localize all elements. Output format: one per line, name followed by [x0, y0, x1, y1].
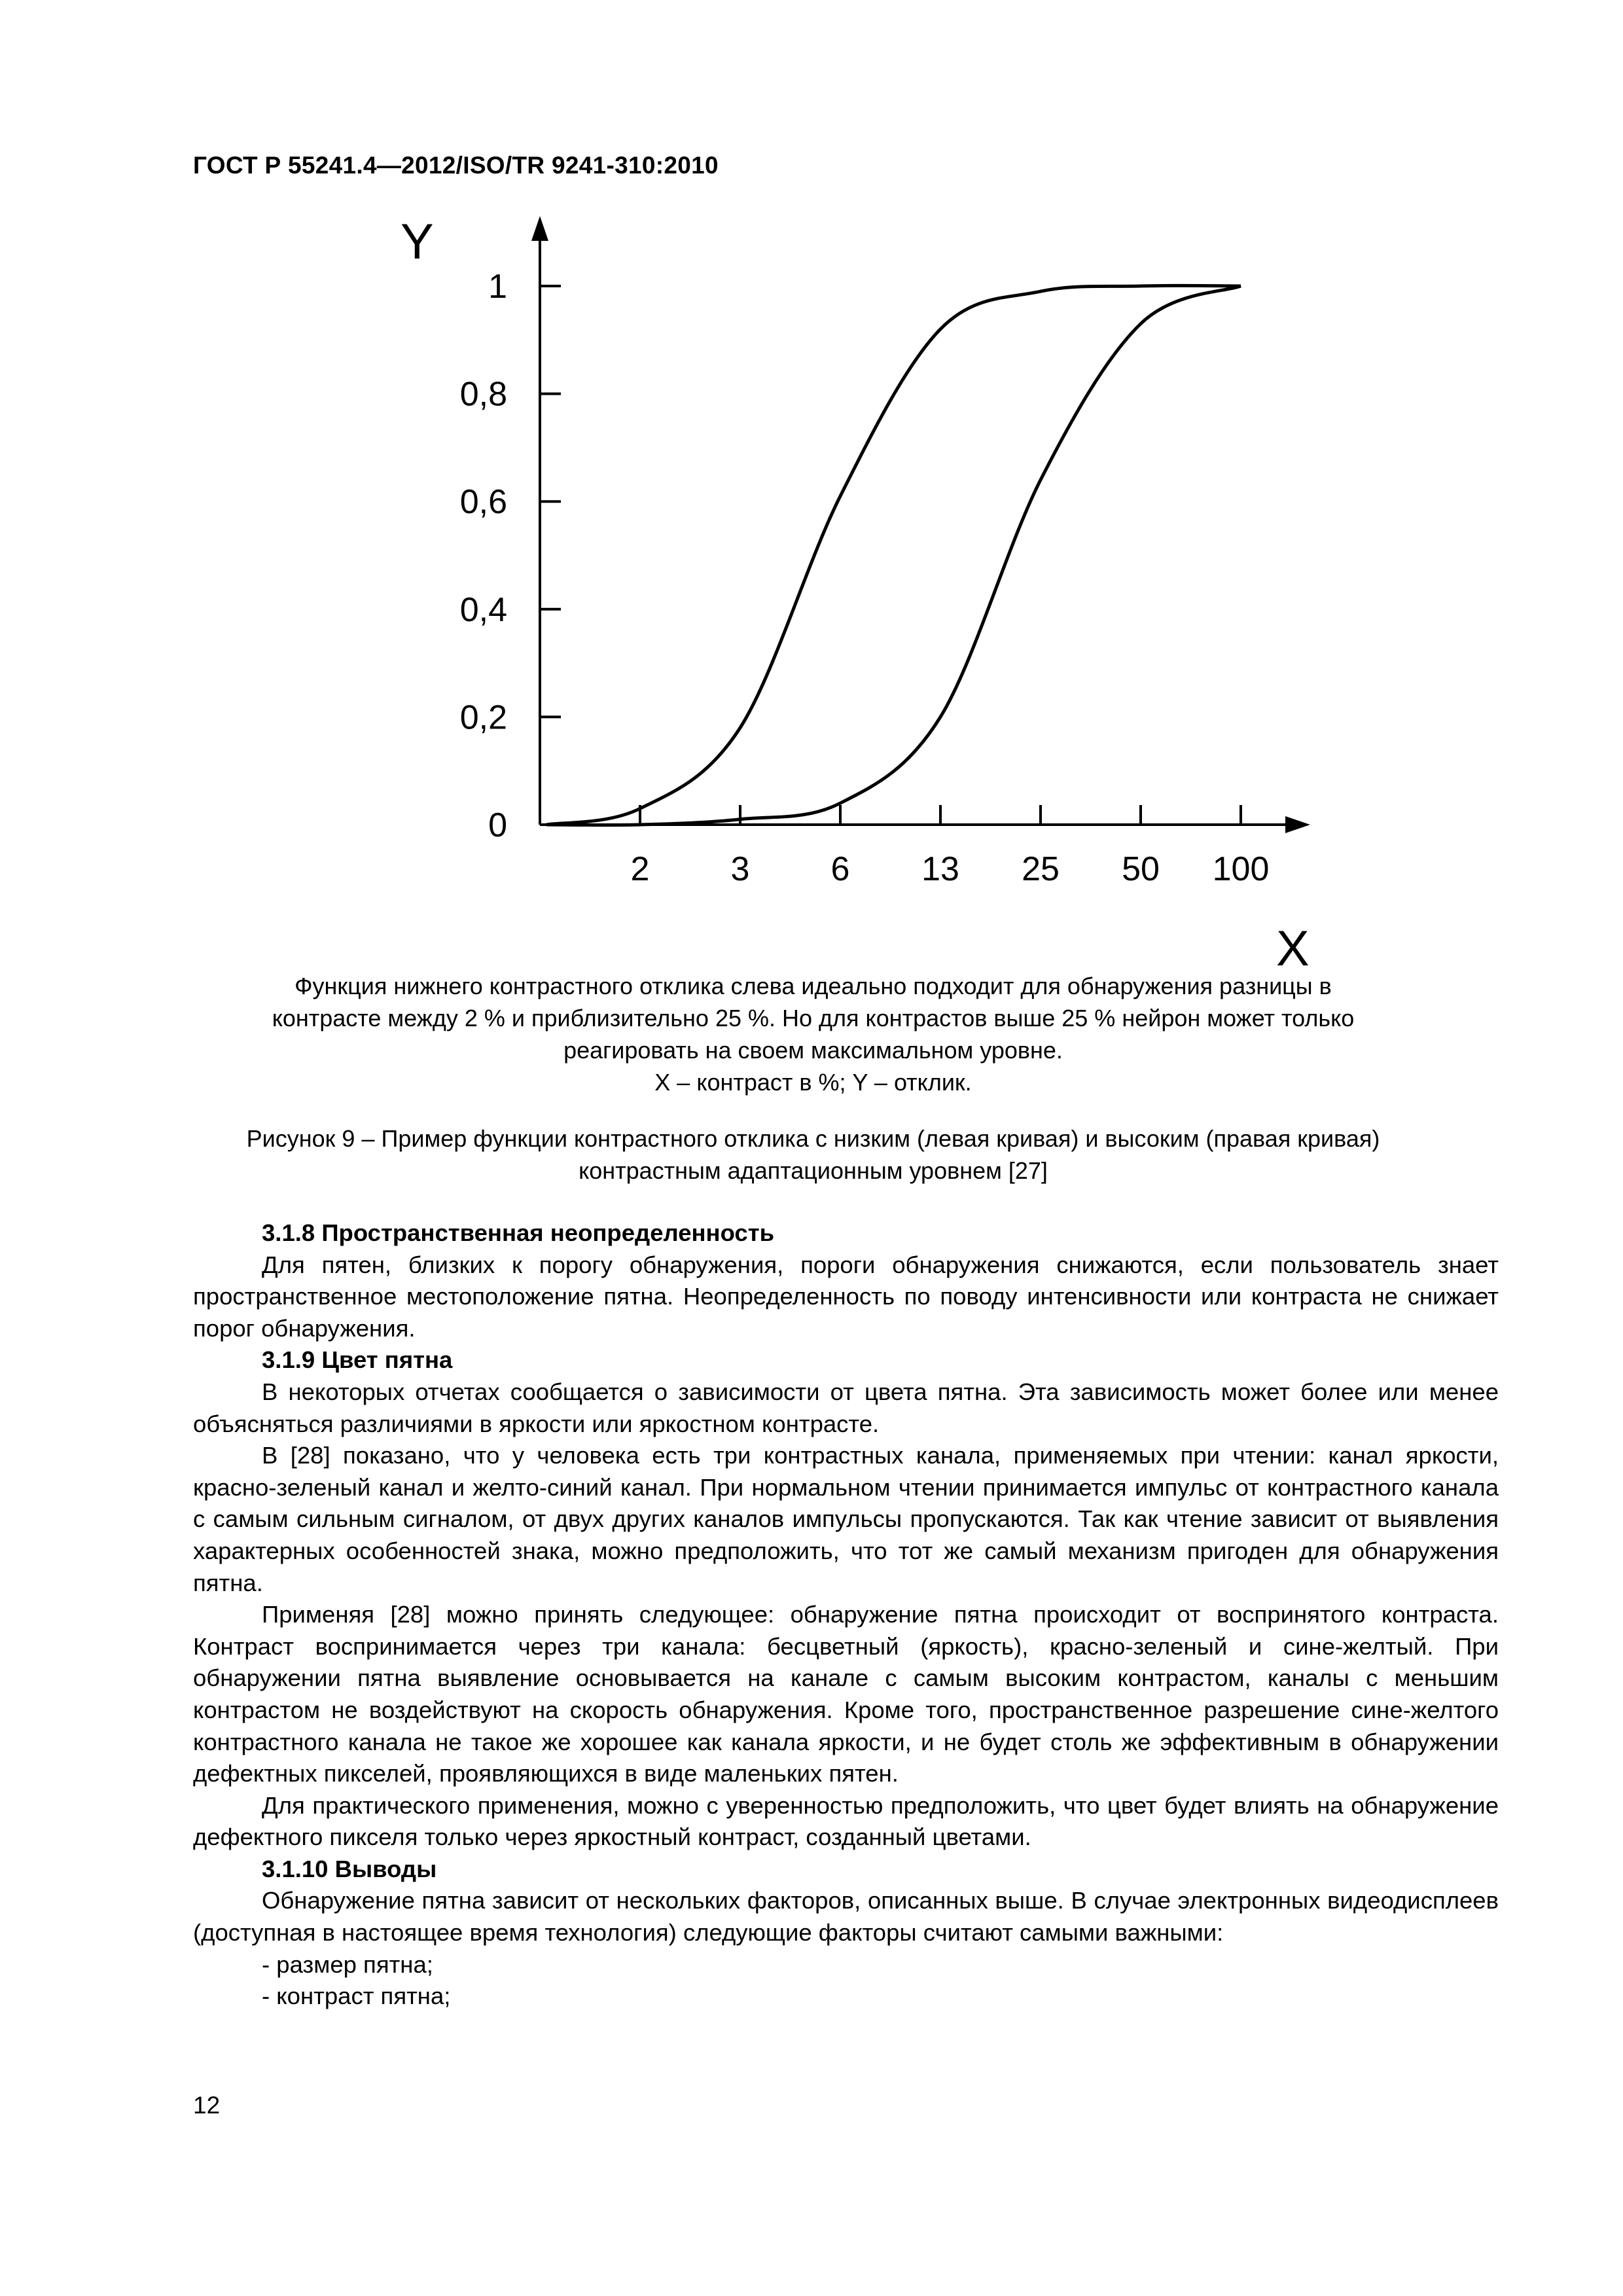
- x-axis-arrow: [1285, 816, 1310, 833]
- contrast-response-chart: [366, 209, 1322, 982]
- x-ticks: [631, 805, 1270, 888]
- document-header: ГОСТ Р 55241.4—2012/ISO/TR 9241-310:2010: [193, 152, 719, 179]
- y-tick-label: 1: [488, 268, 507, 306]
- y-tick-label: 0: [488, 806, 507, 844]
- paragraph: В некоторых отчетах сообщается о зависимости от цвета пятна. Эта зависимость может более или менее объясняться различиями в яркости или яркостном контрасте.: [193, 1378, 1499, 1437]
- section-heading-3-1-10: 3.1.10 Выводы: [262, 1855, 437, 1882]
- figure-description-line: Функция нижнего контрастного отклика слева идеально подходит для обнаружения разницы в: [294, 973, 1332, 999]
- x-tick-label: 13: [921, 850, 959, 888]
- x-tick-label: 6: [830, 850, 850, 888]
- y-tick-label: 0,4: [459, 590, 507, 629]
- response-curves: [546, 285, 1241, 825]
- x-tick-label: 100: [1212, 850, 1270, 888]
- x-tick-label: 50: [1122, 850, 1160, 888]
- low-adaptation-curve: [546, 285, 1241, 825]
- list-item: - размер пятна;: [262, 1950, 433, 1978]
- y-tick-label: 0,8: [459, 375, 507, 414]
- y-tick-label: 0,6: [459, 483, 507, 522]
- paragraph: Обнаружение пятна зависит от нескольких факторов, описанных выше. В случае электронных видеодисплеев (доступная в настоящее время технология) следующие факторы считают самыми важными:: [193, 1887, 1499, 1946]
- figure-legend-line: X – контраст в %; Y – отклик.: [654, 1069, 972, 1096]
- x-tick-label: 25: [1022, 850, 1060, 888]
- figure-caption-line: контрастным адаптационным уровнем [27]: [579, 1157, 1048, 1184]
- y-tick-label: 0,2: [459, 698, 507, 737]
- x-tick-label: 2: [630, 850, 650, 888]
- page-number: 12: [193, 2092, 221, 2119]
- y-ticks: [460, 268, 561, 844]
- y-axis-title: Y: [401, 214, 434, 270]
- figure-description: [193, 970, 1433, 1098]
- high-adaptation-curve: [546, 286, 1241, 825]
- paragraph: Для практического применения, можно с уверенностью предположить, что цвет будет влиять на обнаружение дефектного пикселя только через яркостный контраст, созданный цветами.: [193, 1791, 1499, 1851]
- x-axis-title: X: [1276, 921, 1310, 977]
- x-tick-label: 3: [730, 850, 750, 888]
- list-item: - контраст пятна;: [262, 1982, 451, 2010]
- document-body: [193, 1217, 1499, 2013]
- section-heading-3-1-9: 3.1.9 Цвет пятна: [262, 1346, 453, 1374]
- figure-caption-line: Рисунок 9 – Пример функции контрастного отклика с низким (левая кривая) и высоким (правая кривая): [246, 1125, 1380, 1152]
- figure-description-line: реагировать на своем максимальном уровне.: [563, 1037, 1063, 1064]
- paragraph: Применяя [28] можно принять следующее: обнаружение пятна происходит от воспринятого контраста. Контраст воспринимается через три канала: бесцветный (яркость), красно-зеленый и сине-желтый. При обнаружении пятна выявление основывается на канале с самым высоким контрастом, каналы с меньшим контрастом не воздействуют на скорость обнаружения. Кроме того, пространственное разрешение сине-желтого контрастного канала не такое же хорошее как канала яркости, и не будет столь же эффективным в обнаружении дефектных пикселей, проявляющихся в виде маленьких пятен.: [193, 1601, 1499, 1787]
- figure-caption: [193, 1122, 1433, 1187]
- y-axis-arrow: [531, 216, 548, 241]
- section-heading-3-1-8: 3.1.8 Пространственная неопределенность: [262, 1219, 775, 1246]
- figure-description-line: контрасте между 2 % и приблизительно 25 %. Но для контрастов выше 25 % нейрон может только: [272, 1005, 1355, 1031]
- paragraph: В [28] показано, что у человека есть три контрастных канала, применяемых при чтении: канал яркости, красно-зеленый канал и желто-синий канал. При нормальном чтении принимается импульс от контрастного канала с самым сильным сигналом, от двух других каналов импульсы пропускаются. Так как чтение зависит от выявления характерных особенностей знака, можно предположить, что тот же самый механизм пригоден для обнаружения пятна.: [193, 1442, 1499, 1596]
- paragraph: Для пятен, близких к порогу обнаружения, пороги обнаружения снижаются, если пользователь знает пространственное местоположение пятна. Неопределенность по поводу интенсивности или контраста не снижает порог обнаружения.: [193, 1251, 1499, 1342]
